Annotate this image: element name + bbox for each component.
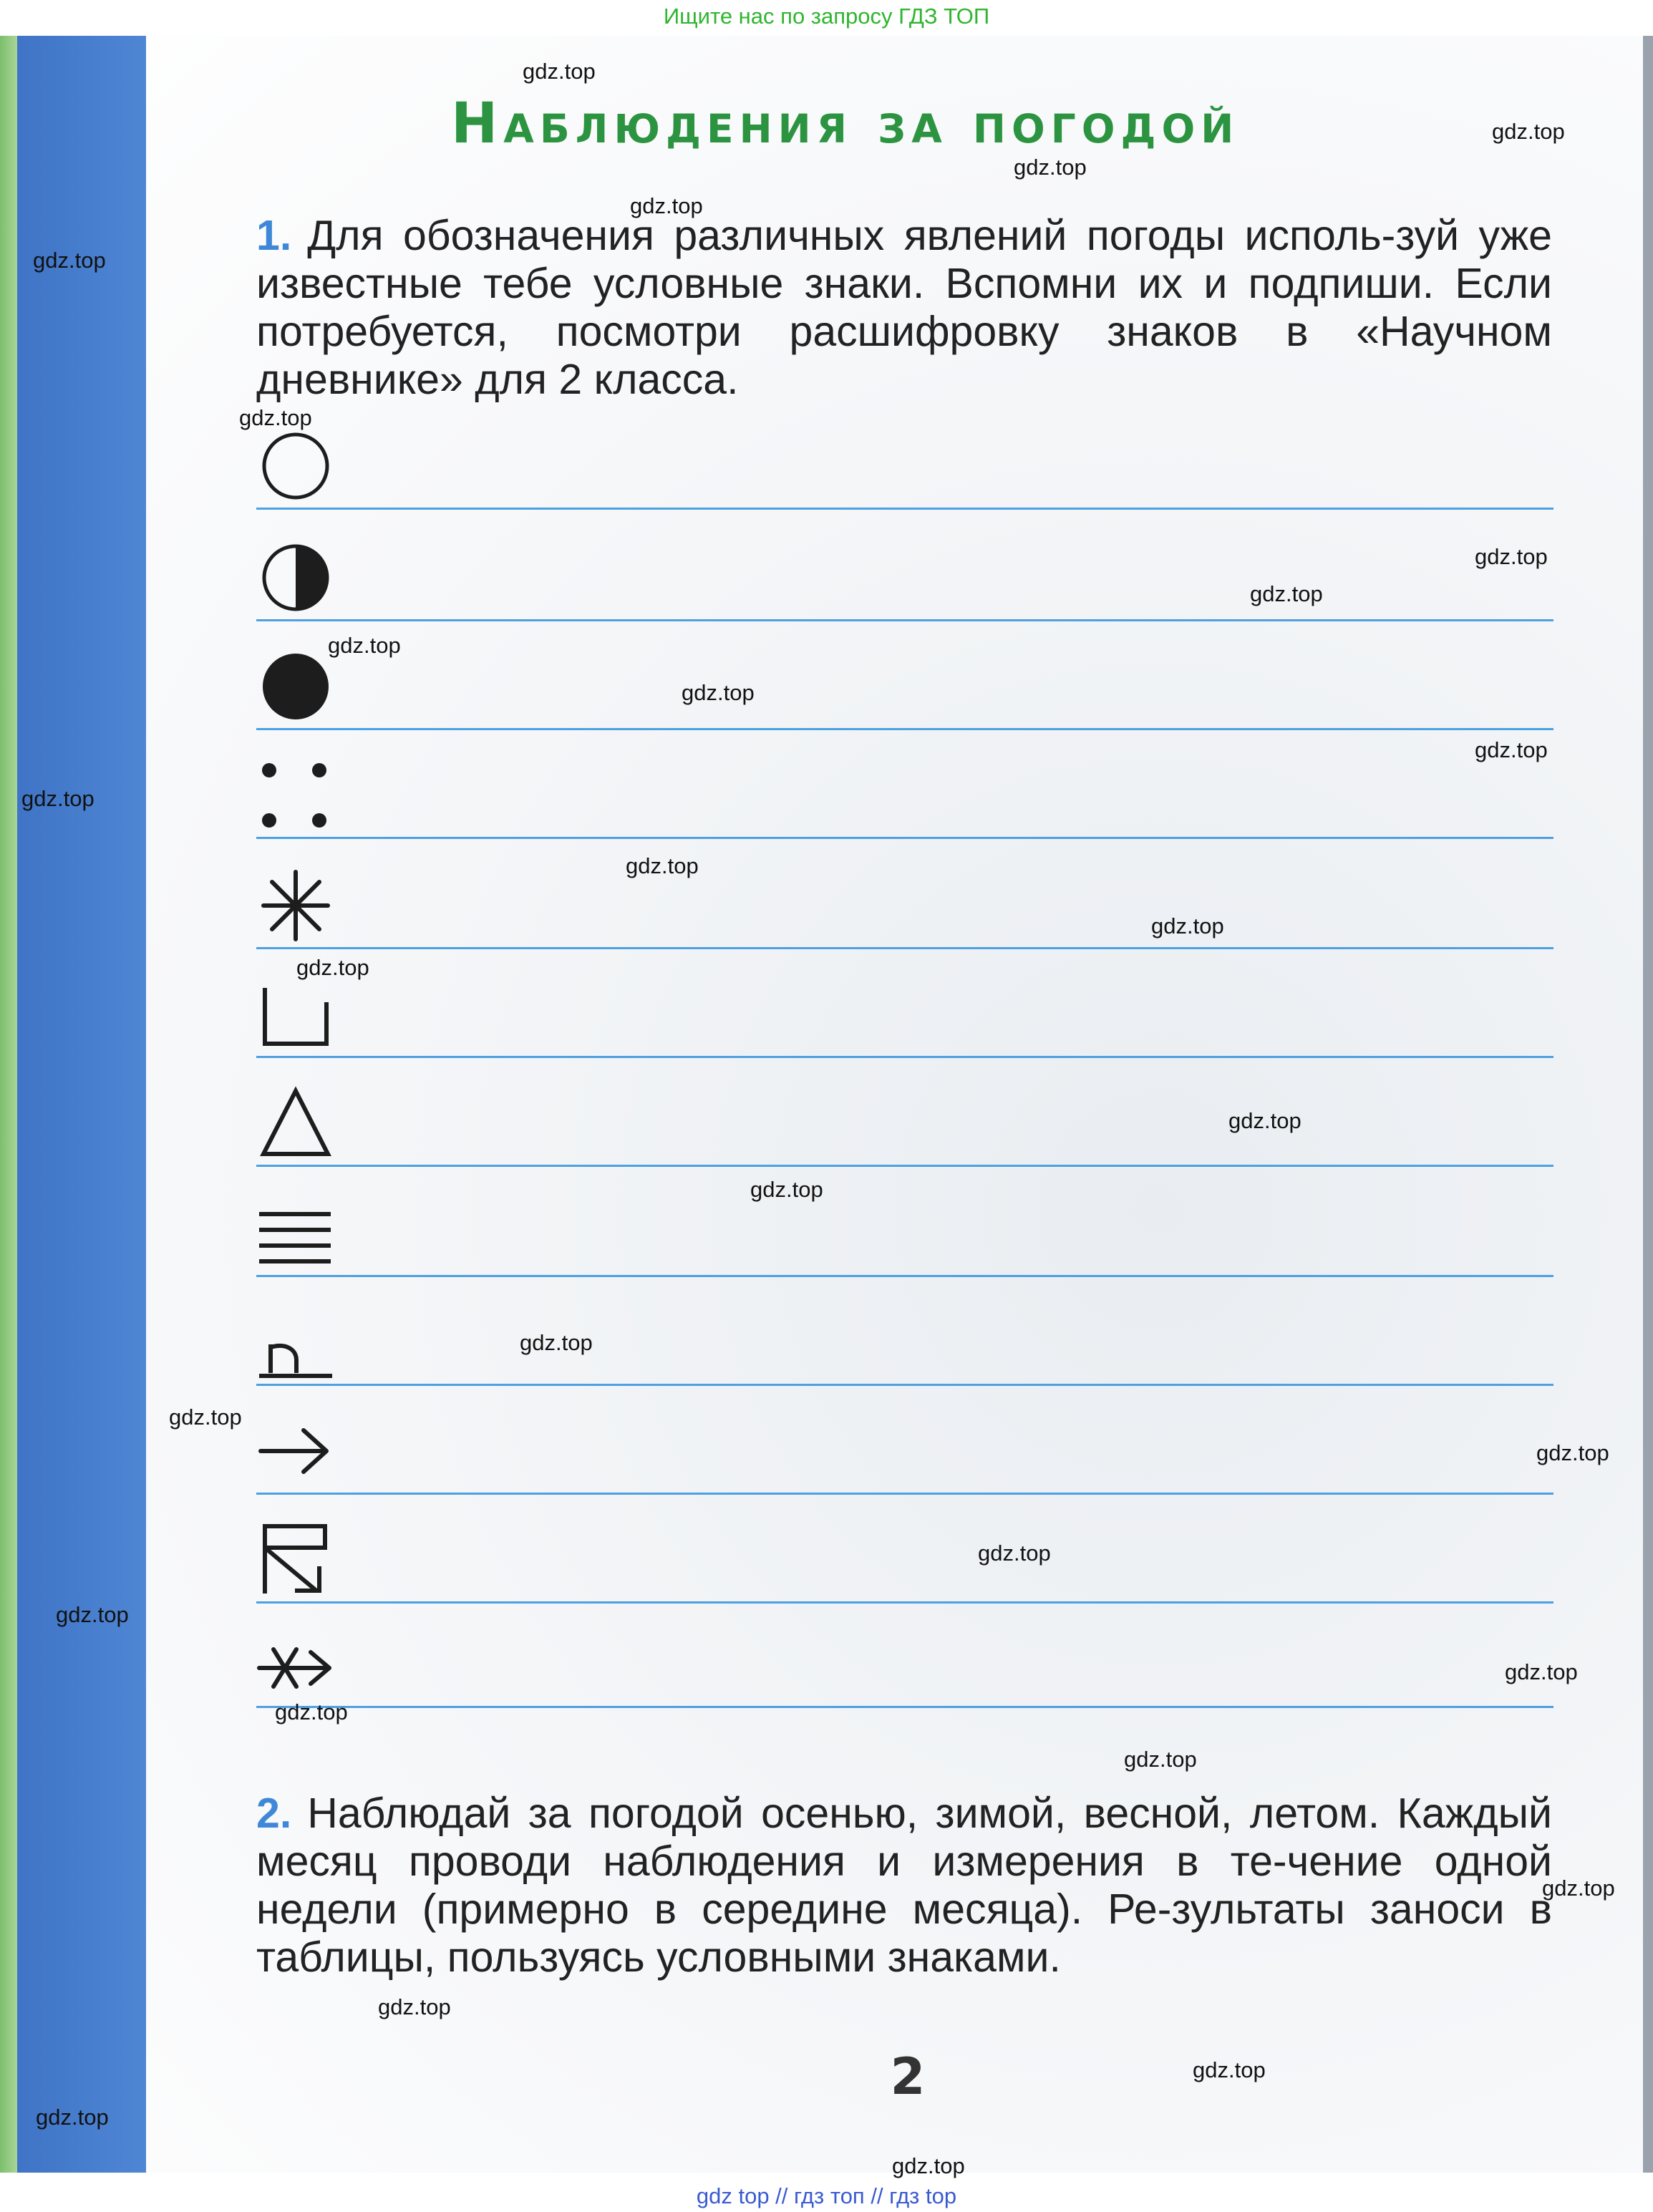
watermark: gdz.top <box>1151 913 1224 938</box>
storm-flag-icon <box>256 1519 335 1598</box>
wind-arrow-icon <box>256 1410 335 1489</box>
watermark: gdz.top <box>630 193 703 218</box>
watermark: gdz.top <box>1124 1747 1197 1772</box>
task-2-number: 2. <box>256 1790 292 1837</box>
watermark: gdz.top <box>1536 1440 1609 1465</box>
watermark: gdz.top <box>1193 2057 1266 2082</box>
watermark: gdz.top <box>520 1330 593 1355</box>
watermark: gdz.top <box>36 2105 109 2130</box>
symbol-row-7 <box>256 1059 1553 1167</box>
answer-line[interactable] <box>256 1706 1553 1708</box>
blizzard-arrow-icon <box>256 1624 335 1702</box>
watermark: gdz.top <box>523 59 596 84</box>
watermark: gdz.top <box>892 2153 965 2178</box>
symbol-row-3 <box>256 623 1553 730</box>
fog-lines-icon <box>256 1193 335 1271</box>
bottom-banner: gdz top // гдз топ // гдз top <box>696 2183 957 2208</box>
task-1-paragraph <box>256 212 1552 404</box>
page-title: Наблюдения за погодой <box>451 92 1240 156</box>
watermark: gdz.top <box>56 1602 129 1627</box>
page-edge-green-strip <box>0 36 17 2173</box>
rain-dots-icon <box>256 755 335 833</box>
watermark: gdz.top <box>682 680 755 705</box>
page-number: 2 <box>890 2047 926 2106</box>
answer-line[interactable] <box>256 947 1553 949</box>
answer-line[interactable] <box>256 1275 1553 1277</box>
answer-line[interactable] <box>256 1056 1553 1058</box>
task-2-text: Наблюдай за погодой осенью, зимой, весной, летом. Каждый месяц проводи наблюдения и измерения в те-чение одной недели (примерно в середине месяца). Ре-зультаты заноси в таблицы, пользуясь условными знаками. <box>256 1790 1552 1981</box>
snow-snowflake-icon <box>256 865 335 944</box>
symbol-row-11 <box>256 1496 1553 1604</box>
watermark: gdz.top <box>1014 155 1087 180</box>
page-edge-blue-strip <box>17 36 146 2173</box>
watermark: gdz.top <box>750 1177 823 1202</box>
watermark: gdz.top <box>378 1994 451 2019</box>
watermark: gdz.top <box>328 633 401 658</box>
answer-line[interactable] <box>256 1493 1553 1495</box>
answer-line[interactable] <box>256 1384 1553 1386</box>
symbol-row-5 <box>256 842 1553 949</box>
symbol-row-6 <box>256 951 1553 1058</box>
symbol-row-12 <box>256 1601 1553 1708</box>
watermark: gdz.top <box>1475 737 1548 762</box>
symbol-row-2 <box>256 514 1553 621</box>
overcast-filled-circle-icon <box>256 646 335 724</box>
top-banner: Ищите нас по запросу ГДЗ ТОП <box>663 4 990 29</box>
watermark: gdz.top <box>1542 1876 1615 1901</box>
clear-sky-circle-icon <box>256 425 335 504</box>
task-1-number: 1. <box>256 212 292 259</box>
watermark: gdz.top <box>1492 119 1565 144</box>
watermark: gdz.top <box>626 853 699 878</box>
answer-line[interactable] <box>256 728 1553 730</box>
watermark: gdz.top <box>239 405 312 430</box>
symbol-row-1 <box>256 402 1553 510</box>
thunderstorm-icon <box>256 1301 335 1380</box>
symbol-row-10 <box>256 1387 1553 1495</box>
hail-triangle-icon <box>256 1082 335 1161</box>
symbol-row-9 <box>256 1279 1553 1386</box>
watermark: gdz.top <box>169 1405 242 1430</box>
watermark: gdz.top <box>296 955 369 980</box>
answer-line[interactable] <box>256 1165 1553 1167</box>
task-2-paragraph <box>256 1790 1552 1981</box>
watermark: gdz.top <box>1228 1108 1301 1133</box>
symbol-row-4 <box>256 732 1553 839</box>
watermark: gdz.top <box>275 1699 348 1725</box>
partly-cloudy-half-circle-icon <box>256 537 335 616</box>
task-1-text: Для обозначения различных явлений погоды исполь-зуй уже известные тебе условные знаки. Вспомни их и подпиши. Если потребуется, посмотри расшифровку знаков в «Научном дневнике» для 2 класса. <box>256 212 1552 403</box>
watermark: gdz.top <box>1475 544 1548 569</box>
page-right-edge <box>1643 36 1653 2173</box>
answer-line[interactable] <box>256 508 1553 510</box>
snow-cover-bracket-icon <box>256 974 335 1052</box>
watermark: gdz.top <box>1250 581 1323 606</box>
answer-line[interactable] <box>256 837 1553 839</box>
watermark: gdz.top <box>978 1541 1051 1566</box>
watermark: gdz.top <box>1505 1659 1578 1684</box>
watermark: gdz.top <box>21 786 94 811</box>
answer-line[interactable] <box>256 619 1553 621</box>
watermark: gdz.top <box>33 248 106 273</box>
symbol-row-8 <box>256 1170 1553 1277</box>
